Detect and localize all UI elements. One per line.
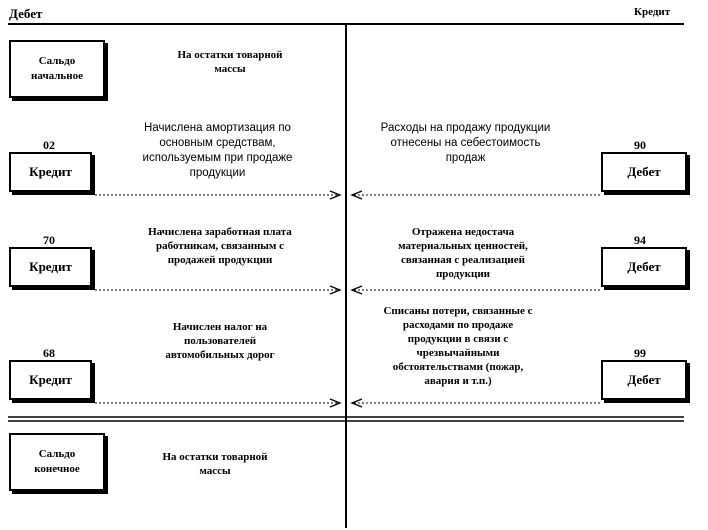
row1-left-box-label: Кредит — [29, 164, 72, 179]
row3-left-text: Начислен налог на пользователей автомобильных дорог — [165, 321, 275, 361]
row3-right-text: Списаны потери, связанные с расходами по продаже продукции в связи с чрезвычайными обстоятельствами (пожар, авария и т.п.) — [383, 305, 533, 387]
opening-balance-box — [9, 40, 105, 98]
closing-balance-label: Сальдо конечное — [34, 448, 80, 475]
account-02: 02 — [43, 138, 55, 152]
row1-left-box — [9, 152, 92, 192]
credit-header: Кредит — [634, 6, 671, 18]
row2-left-box-label: Кредит — [29, 259, 72, 274]
account-70: 70 — [43, 233, 55, 247]
row2-left-box — [9, 247, 92, 287]
row1-right-text: Расходы на продажу продукции отнесены на себестоимость продаж — [380, 122, 551, 164]
row2-right-text: Отражена недостача материальных ценностей, связанная с реализацией продукции — [398, 226, 528, 280]
row3-left-box-label: Кредит — [29, 372, 72, 387]
row2-right-box-label: Дебет — [627, 259, 661, 274]
closing-balance-box — [9, 433, 105, 491]
row1-right-box — [601, 152, 687, 192]
row2-right-box — [601, 247, 687, 287]
row1-right-box-label: Дебет — [627, 164, 661, 179]
account-94: 94 — [634, 233, 646, 247]
row3-left-box — [9, 360, 92, 400]
closing-balance-text: На остатки товарной массы — [162, 451, 268, 477]
account-99: 99 — [634, 346, 646, 360]
row3-right-box-label: Дебет — [627, 372, 661, 387]
row1-left-text: Начислена амортизация по основным средствам, используемым при продаже продукции — [142, 122, 293, 179]
account-68: 68 — [43, 346, 55, 360]
debit-header: Дебет — [9, 6, 43, 21]
account-90: 90 — [634, 138, 646, 152]
row2-left-text: Начислена заработная плата работникам, связанным с продажей продукции — [148, 226, 292, 266]
row3-right-box — [601, 360, 687, 400]
opening-balance-label: Сальдо начальное — [31, 55, 83, 82]
opening-balance-text: На остатки товарной массы — [177, 49, 283, 75]
